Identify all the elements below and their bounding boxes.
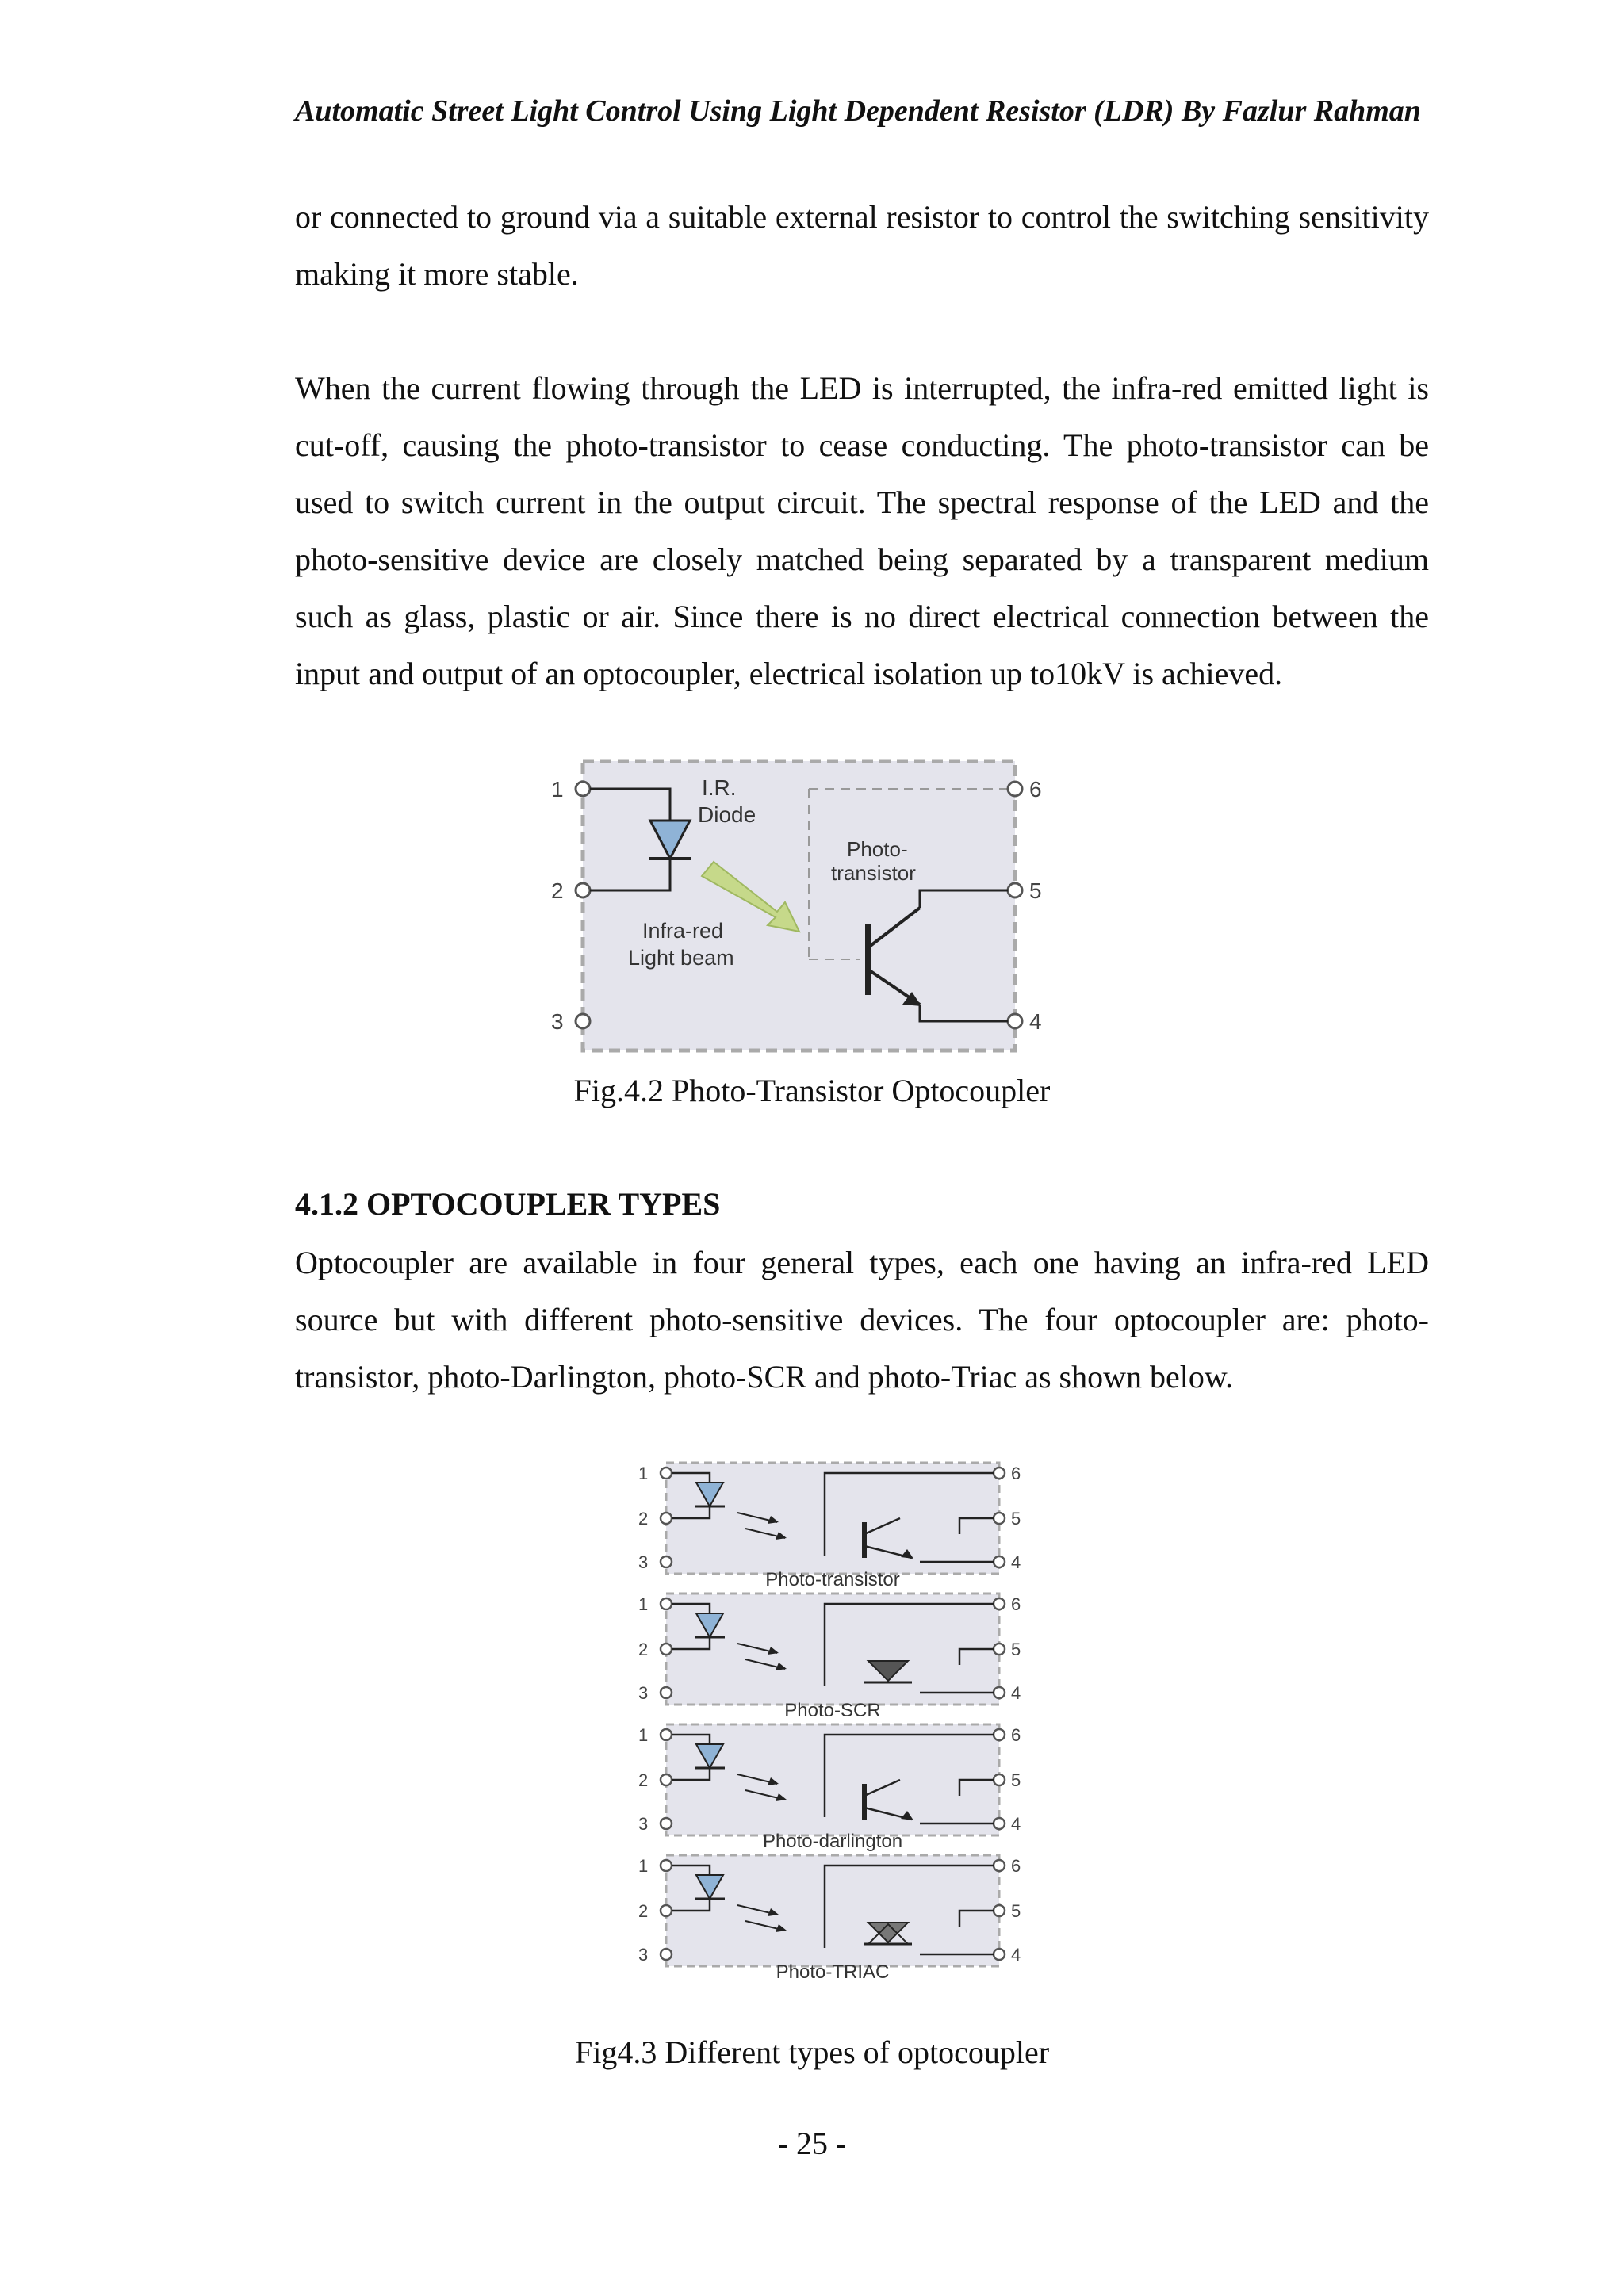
- optocoupler-types-diagram: [626, 1459, 1055, 1998]
- label-photo: Photo-: [847, 837, 908, 861]
- panel-label: Photo-TRIAC: [776, 1961, 890, 1983]
- pin-label: 2: [638, 1770, 649, 1790]
- pin-label: 5: [1011, 1901, 1021, 1921]
- pin-label: 4: [1011, 1683, 1021, 1703]
- pin-label: 5: [1029, 878, 1042, 903]
- pin-label: 2: [638, 1640, 649, 1659]
- pin-label: 2: [551, 878, 564, 903]
- label-infrared: Infra-red: [642, 919, 724, 943]
- label-transistor: transistor: [831, 861, 916, 885]
- running-header: Automatic Street Light Control Using Light Dependent Resistor (LDR) By Fazlur Rahman: [295, 94, 1421, 128]
- figure-caption: Fig4.3 Different types of optocoupler: [574, 2034, 1050, 2070]
- panel-photo-scr: [638, 1594, 1021, 1721]
- pin-label: 3: [551, 1009, 564, 1034]
- paragraph-types: Optocoupler are available in four general types, each one having an infra-red LED source but with different photo-sensitive devices. The four optocoupler are: photo-transistor, photo-Darlington, photo-SCR and photo-Triac as shown below.: [295, 1245, 1429, 1395]
- panel-label: Photo-transistor: [765, 1569, 900, 1590]
- pin-label: 6: [1011, 1856, 1021, 1876]
- panel-photo-darlington: [638, 1724, 1021, 1852]
- paragraph-intro: or connected to ground via a suitable external resistor to control the switching sensitivity making it more stable.: [295, 199, 1429, 292]
- pin-label: 5: [1011, 1509, 1021, 1529]
- pin-label: 6: [1011, 1464, 1021, 1483]
- pin-label: 4: [1011, 1552, 1021, 1572]
- pin-label: 3: [638, 1814, 649, 1834]
- pin-label: 5: [1011, 1770, 1021, 1790]
- pin-label: 3: [638, 1945, 649, 1965]
- pin-label: 3: [638, 1683, 649, 1703]
- panel-label: Photo-darlington: [762, 1831, 903, 1852]
- section-heading: 4.1.2 OPTOCOUPLER TYPES: [295, 1186, 721, 1222]
- pin-label: 4: [1029, 1009, 1042, 1034]
- panel-label: Photo-SCR: [784, 1700, 881, 1721]
- panel-photo-triac: [638, 1855, 1021, 1983]
- pin-label: 1: [638, 1594, 649, 1614]
- pin-label: 4: [1011, 1945, 1021, 1965]
- pin-label: 1: [638, 1725, 649, 1745]
- pin-label: 5: [1011, 1640, 1021, 1659]
- pin-label: 1: [638, 1856, 649, 1876]
- photo-transistor-diagram: [547, 757, 1055, 1058]
- label-lightbeam: Light beam: [628, 946, 734, 970]
- label-diode: Diode: [698, 802, 756, 827]
- pin-label: 6: [1011, 1725, 1021, 1745]
- pin-label: 6: [1011, 1594, 1021, 1614]
- panel-photo-transistor: [638, 1463, 1021, 1590]
- pin-label: 4: [1011, 1814, 1021, 1834]
- page-number: - 25 -: [777, 2126, 847, 2161]
- paragraph-isolation: When the current flowing through the LED is interrupted, the infra-red emitted light is cut-off, causing the photo-transistor to cease conducting. The photo-transistor can be used to switch current in the output circuit. The spectral response of the LED and the photo-sensitive device are closely matched being separated by a transparent medium such as glass, plastic or air. Since there is no direct electrical connection between the input and output of an optocoupler, electrical isolation up to10kV is achieved.: [295, 370, 1429, 691]
- pin-label: 6: [1029, 777, 1042, 802]
- pin-label: 3: [638, 1552, 649, 1572]
- pin-label: 2: [638, 1901, 649, 1921]
- label-ir: I.R.: [702, 775, 737, 800]
- pin-label: 1: [551, 777, 564, 802]
- figure-caption: Fig.4.2 Photo-Transistor Optocoupler: [573, 1073, 1051, 1108]
- pin-label: 2: [638, 1509, 649, 1529]
- pin-label: 1: [638, 1464, 649, 1483]
